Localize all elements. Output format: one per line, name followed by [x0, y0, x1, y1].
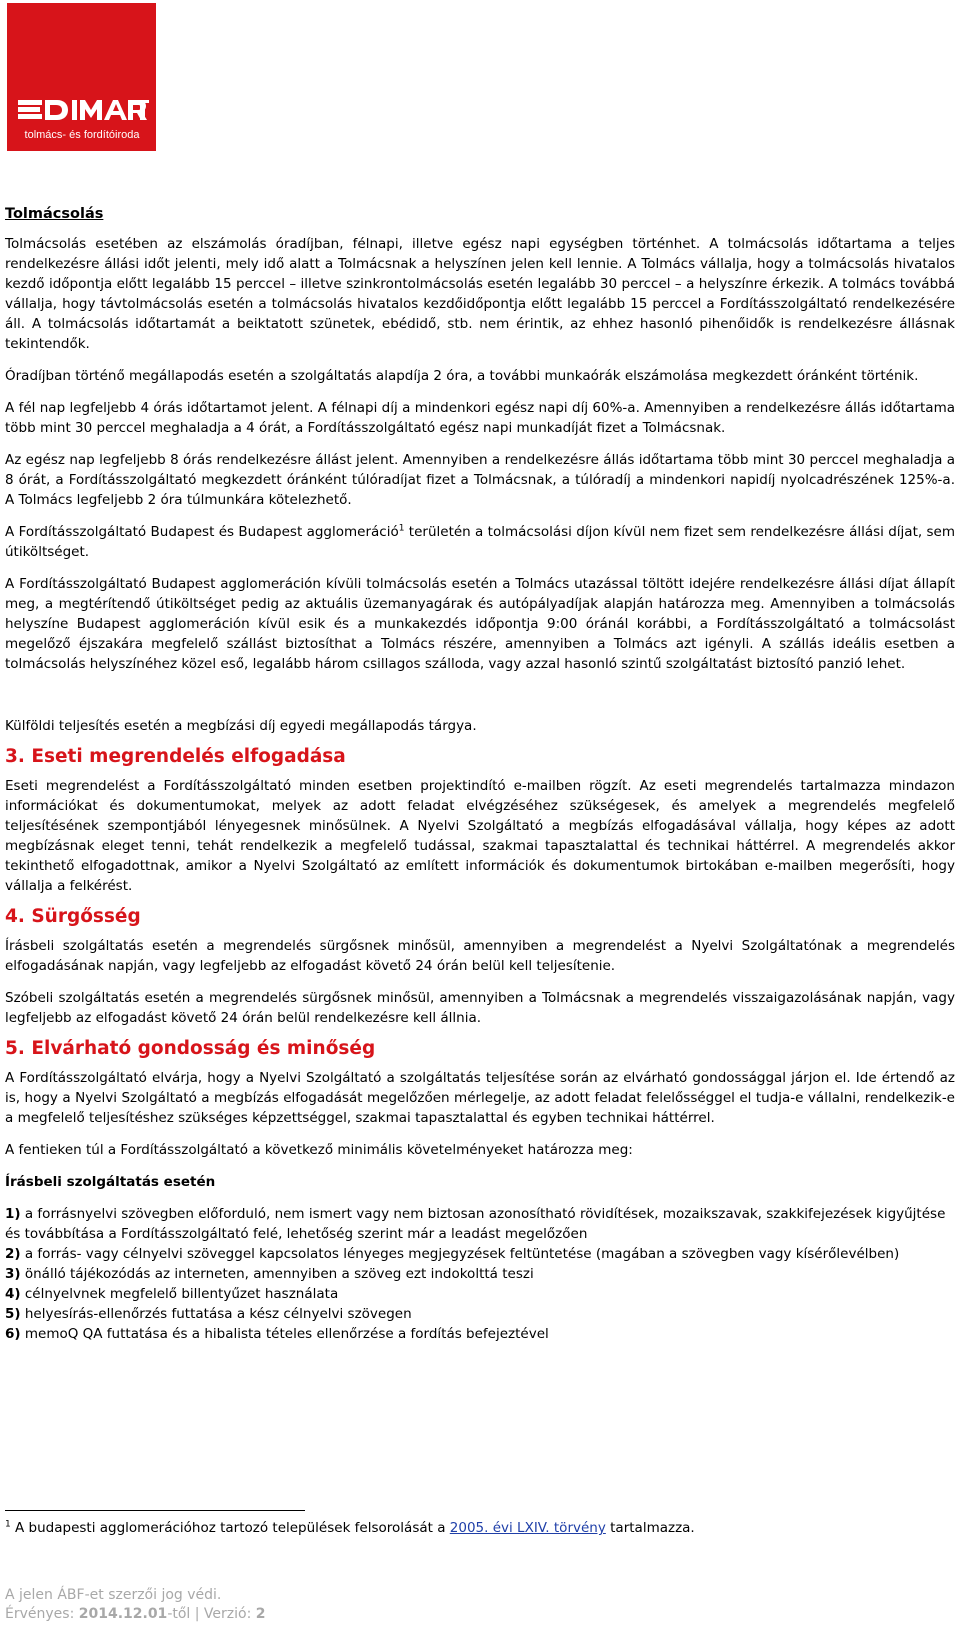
list-number: 5): [5, 1306, 21, 1322]
section-heading-5: 5. Elvárható gondosság és minőség: [5, 1038, 376, 1059]
list-item: [5, 1284, 955, 1304]
paragraph: Óradíjban történő megállapodás esetén a szolgáltatás alapdíja 2 óra, a további munkaórák elszámolása megkezdett óránként történik.: [5, 368, 919, 384]
list-item: [5, 1324, 955, 1344]
paragraph-travel: A Fordításszolgáltató Budapest agglomeráción kívüli tolmácsolás esetén a Tolmács utazással töltött idejére rendelkezésre állási díjat állapít meg, a megtérítendő útiköltséget pedig az aktuális üzemanyagárak és autópályadíjak alapján határozza meg. Amennyiben a tolmácsolás helyszíne Budapest agglomeráción kívül esik és a munkakezdés időpontja 9:00 óránál korábbi, a Fordításszolgáltató a tolmácsolást megelőző éjszakára megfelelő szállást biztosíthat a Tolmács részére, amennyiben a Tolmács azt igényli. A szállás ideális esetben a tolmácsolás helyszínéhez közel eső, legalább három csillagos szálloda, vagy azzal hasonló szintű szolgáltatást biztosító panzió lehet.: [5, 576, 955, 672]
footnote-text: A budapesti agglomerációhoz tartozó települések felsorolását a: [10, 1520, 450, 1536]
requirements-list: [5, 1204, 955, 1344]
subheading-written-service: Írásbeli szolgáltatás esetén: [5, 1174, 216, 1190]
section-heading-tolmacsolas: Tolmácsolás: [5, 206, 104, 222]
footnote-ref[interactable]: 1: [398, 523, 405, 534]
footnote-divider: [5, 1510, 305, 1511]
document-footer: [5, 1586, 266, 1624]
footnote-number: 1: [5, 1519, 11, 1530]
list-text: a forrás- vagy célnyelvi szöveggel kapcsolatos lényeges megjegyzések feltüntetése (magában a szövegben vagy kísérőlevélben): [20, 1246, 900, 1262]
list-text: memoQ QA futtatása és a hibalista tételes ellenőrzése a fordítás befejeztével: [20, 1326, 549, 1342]
version-number: 2: [255, 1606, 266, 1622]
list-text: helyesírás-ellenőrzés futtatása a kész célnyelvi szövegen: [20, 1306, 412, 1322]
paragraph: Eseti megrendelést a Fordításszolgáltató minden esetben projektindító e-mailben rögzít. Az eseti megrendelés tartalmazza mindazon információkat és dokumentumokat, melyek az adott feladat elvégzéséhez szükségesek, és amelyek a megrendelés megfelelő teljesítésének szempontjából lényegesnek minősülnek. A Nyelvi Szolgáltató a megbízás elfogadásával vállalja, hogy képes az adott megbízásnak eleget tenni, tehát rendelkezik a megfelelő tudással, szakmai tapasztalattal és technikai háttérrel. A megrendelés akkor tekinthető elfogadottnak, amikor a Nyelvi Szolgáltató az említett információk és dokumentumok birtokában e-mailben megerősíti, hogy vállalja a felkérést.: [5, 778, 955, 894]
paragraph: A Fordításszolgáltató elvárja, hogy a Nyelvi Szolgáltató a szolgáltatás teljesítése során az elvárható gondossággal járjon el. Ide értendő az is, hogy a Nyelvi Szolgáltató a megbízás elfogadását megelőzően mérlegelje, az adott feladat felelősséggel el tudja-e vállalni, rendelkezik-e a megfelelő teljesítéshez szükséges képzettséggel, szakmai tapasztalattal és egyben technikai háttérrel.: [5, 1070, 955, 1126]
law-link[interactable]: 2005. évi LXIV. törvény: [449, 1520, 606, 1536]
list-number: 2): [5, 1246, 21, 1262]
paragraph: Tolmácsolás esetében az elszámolás óradíjban, félnapi, illetve egész napi egységben történhet. A tolmácsolás időtartama a teljes rendelkezésre állási időt jelenti, mely idő alatt a Tolmácsnak a helyszínen jelen kell lennie. A Tolmács vállalja, hogy a tolmácsolás hivatalos kezdő időpontja előtt legalább 15 perccel – illetve szinkrontolmácsolás esetén legalább 30 perccel – a helyszínre érkezik. A tolmács továbbá vállalja, hogy távtolmácsolás esetén a tolmácsolás hivatalos kezdőidőpontja előtt legalább 15 perccel a Fordításszolgáltató rendelkezésére áll. A tolmácsolás időtartamát a beiktatott szünetek, ebédidő, stb. nem érintik, az ehhez hasonló pihenőidők is rendelkezésre állásnak tekintendők.: [5, 236, 955, 352]
copyright-notice: A jelen ÁBF-et szerzői jog védi.: [5, 1587, 222, 1603]
paragraph-abroad: Külföldi teljesítés esetén a megbízási díj egyedi megállapodás tárgya.: [5, 718, 477, 734]
list-text: a forrásnyelvi szövegben előforduló, nem ismert vagy nem biztosan azonosítható rövidítések, mozaikszavak, szakkifejezések kigyűjtése és továbbítása a Fordításszolgáltató felé, lehetőség szerint már a leadást megelőzően: [5, 1206, 946, 1242]
text: A Fordításszolgáltató Budapest és Budapest agglomeráció: [5, 524, 399, 540]
list-item: [5, 1264, 955, 1284]
list-number: 3): [5, 1266, 21, 1282]
valid-date: 2014.12.01: [78, 1606, 168, 1622]
list-item: [5, 1244, 955, 1264]
paragraph: Írásbeli szolgáltatás esetén a megrendelés sürgősnek minősül, amennyiben a megrendelést a Nyelvi Szolgáltatónak a megrendelés elfogadásának napján, vagy legfeljebb az elfogadást követő 24 órán belül kell teljesítenie.: [5, 938, 955, 974]
valid-label: Érvényes:: [5, 1606, 79, 1622]
company-logo: [7, 3, 156, 151]
section-heading-3: 3. Eseti megrendelés elfogadása: [5, 746, 346, 767]
paragraph: Szóbeli szolgáltatás esetén a megrendelés sürgősnek minősül, amennyiben a Tolmácsnak a megrendelés visszaigazolásának napján, vagy legfeljebb az elfogadást követő 24 órán belül rendelkezésre kell állnia.: [5, 990, 955, 1026]
paragraph: A fentieken túl a Fordításszolgáltató a következő minimális követelményeket határozza meg:: [5, 1142, 633, 1158]
list-number: 4): [5, 1286, 21, 1302]
list-item: [5, 1304, 955, 1324]
valid-suffix: -től | Verzió:: [167, 1606, 256, 1622]
footnote: [5, 1518, 695, 1538]
document-body: [5, 196, 955, 1344]
paragraph-budapest: [5, 522, 955, 562]
paragraph: Az egész nap legfeljebb 8 órás rendelkezésre állást jelent. Amennyiben a rendelkezésre állás időtartama több mint 30 perccel meghaladja a 8 órát, a Fordításszolgáltató megkezdett óránként túlóradíjat fizet a Tolmácsnak, a túlóradíj a mindenkori napidíj nyolcadrészének 125%-a. A Tolmács legfeljebb 2 óra túlmunkára kötelezhető.: [5, 452, 955, 508]
logo-subtitle: tolmács- és fordítóiroda: [24, 129, 140, 141]
list-number: 1): [5, 1206, 21, 1222]
footnote-text: tartalmazza.: [605, 1520, 695, 1536]
list-number: 6): [5, 1326, 21, 1342]
validity-line: [5, 1605, 266, 1624]
list-text: célnyelvnek megfelelő billentyűzet használata: [20, 1286, 339, 1302]
section-heading-4: 4. Sürgősség: [5, 906, 141, 927]
list-item: [5, 1204, 955, 1244]
text: területén a tolmácsolási díjon kívül nem fizet sem rendelkezésre állási díjat, sem útiköltséget.: [5, 524, 955, 560]
list-text: önálló tájékozódás az interneten, amennyiben a szöveg ezt indokolttá teszi: [20, 1266, 534, 1282]
paragraph: A fél nap legfeljebb 4 órás időtartamot jelent. A félnapi díj a mindenkori egész napi díj 60%-a. Amennyiben a rendelkezésre állás időtartama több mint 30 perccel meghaladja a 4 órát, a Fordításszolgáltató egész napi munkadíját fizet a Tolmácsnak.: [5, 400, 955, 436]
